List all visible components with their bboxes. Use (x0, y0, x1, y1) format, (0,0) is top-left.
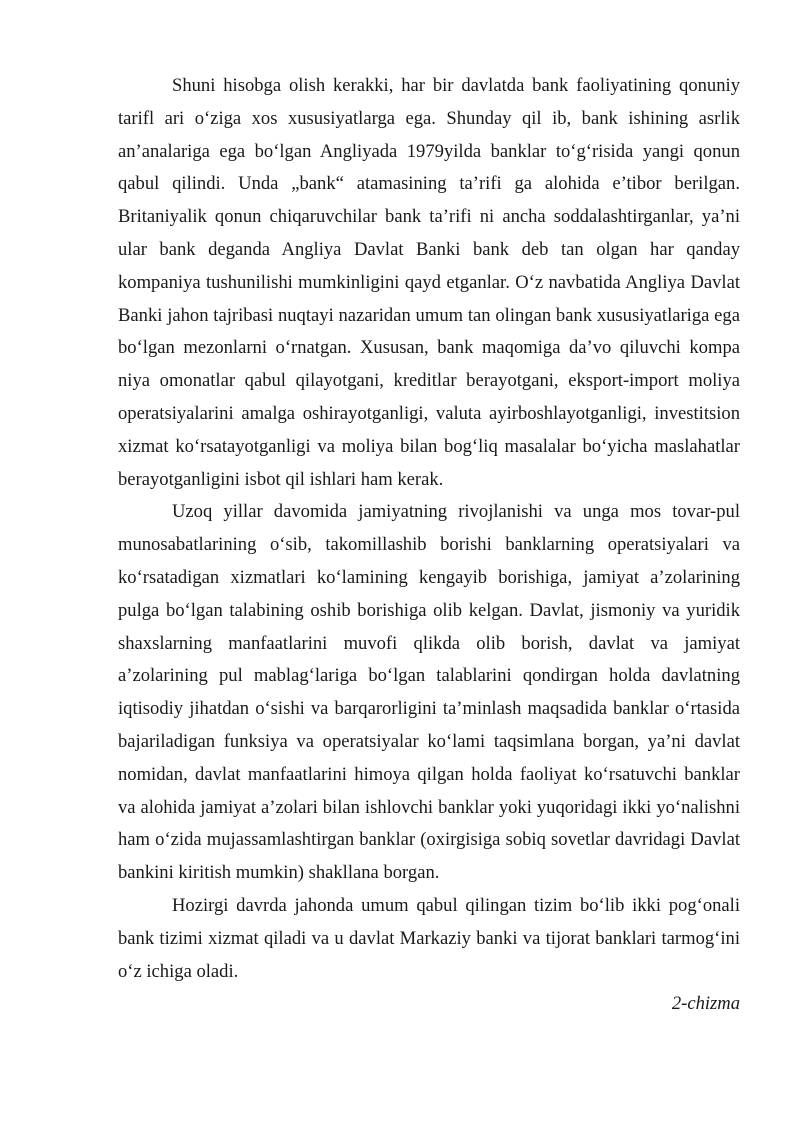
paragraph-bank-development: Uzoq yillar davomida jamiyatning rivojlanishi va unga mos tovar-pul munosabatlarining o‘sib, takomillashib borishi banklarning operatsiyalari va ko‘rsatadigan xizmatlari ko‘lamining kengayib borishiga, jamiyat a’zolarining pulga bo‘lgan talabining oshib borishiga olib kelgan. Davlat, jismoniy va yuridik shaxslarning manfaatlarini muvofi qlikda olib borish, davlat va jamiyat a’zolarining pul mablag‘lariga bo‘lgan talablarini qondirgan holda davlatning iqtisodiy jihatdan o‘sishi va barqarorligini ta’minlash maqsadida banklar o‘rtasida bajariladigan funksiya va operatsiyalar ko‘lami taqsimlana borgan, ya’ni davlat nomidan, davlat manfaatlarini himoya qilgan holda faoliyat ko‘rsatuvchi banklar va alohida jamiyat a’zolari bilan ishlovchi banklar yoki yuqoridagi ikki yo‘nalishni ham o‘zida mujassamlashtirgan banklar (oxirgisiga sobiq sovetlar davridagi Davlat bankini kiritish mumkin) shakllana borgan. (118, 501, 740, 884)
figure-caption: 2-chizma (671, 993, 740, 1015)
text-body (118, 70, 740, 1021)
paragraph-bank-definition: Shuni hisobga olish kerakki, har bir davlatda bank faoliyatining qonuniy tarifl ari o‘ziga xos xususiyatlarga ega. Shunday qil ib, bank ishining asrlik an’analariga ega bo‘lgan Angliyada 1979yilda banklar to‘g‘risida yangi qonun qabul qilindi. Unda „bank“ atamasining ta’rifi ga alohida e’tibor berilgan. Britaniyalik qonun chiqaruvchilar bank ta’rifi ni ancha soddalashtirganlar, ya’ni ular bank deganda Angliya Davlat Banki bank deb tan olgan har qanday kompaniya tushunilishi mumkinligini qayd etganlar. O‘z navbatida Angliya Davlat Banki jahon tajribasi nuqtayi nazaridan umum tan olingan bank xususiyatlariga ega bo‘lgan mezonlarni o‘rnatgan. Xususan, bank maqomiga da’vo qiluvchi kompa niya omonatlar qabul qilayotgani, kreditlar berayotgani, eksport-import moliya operatsiyalarini amalga oshirayotganligi, valuta ayirboshlayotganligi, investitsion xizmat ko‘rsatayotganligi va moliya bilan bog‘liq masalalar bo‘yicha maslahatlar berayotganligini isbot qil ishlari ham kerak. (118, 75, 740, 490)
paragraph-two-tier-system: Hozirgi davrda jahonda umum qabul qilingan tizim bo‘lib ikki pog‘onali bank tizimi xizmat qiladi va u davlat Markaziy banki va tijorat banklari tarmog‘ini o‘z ichiga oladi. (118, 894, 740, 982)
